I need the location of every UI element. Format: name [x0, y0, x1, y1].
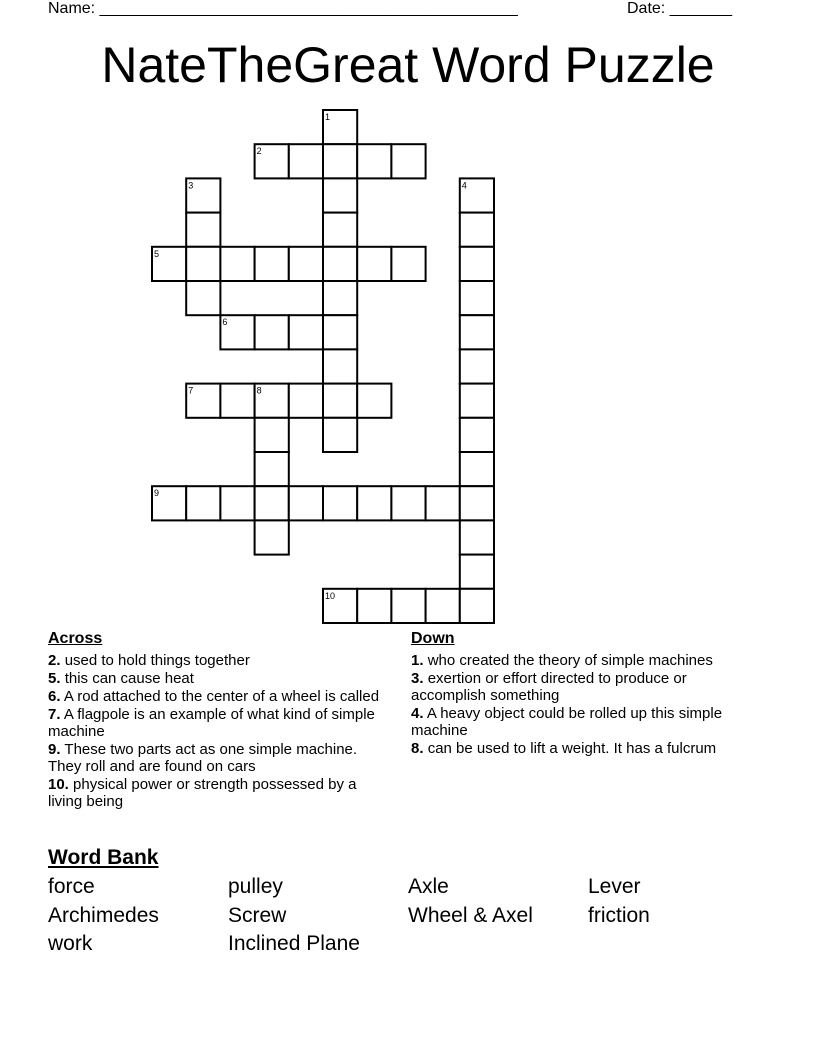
across-clue-list [48, 652, 393, 810]
word-bank-word: Wheel & Axel [408, 904, 533, 927]
word-bank-word: work [48, 932, 93, 955]
clue-text: who created the theory of simple machines [427, 652, 713, 669]
clue-text: can be used to lift a weight. It has a fulcrum [427, 740, 717, 757]
grid-cell[interactable] [255, 486, 289, 520]
grid-cell[interactable] [289, 144, 323, 178]
clue-number: 7. [48, 706, 61, 723]
word-bank-word: Lever [588, 875, 641, 898]
down-clue-item [411, 670, 756, 704]
grid-cell[interactable] [220, 486, 254, 520]
grid-cell[interactable] [357, 486, 391, 520]
grid-cell[interactable] [255, 418, 289, 452]
grid-cell[interactable] [391, 247, 425, 281]
grid-cell[interactable] [220, 247, 254, 281]
grid-cell[interactable] [357, 144, 391, 178]
grid-cell[interactable] [391, 486, 425, 520]
grid-cell[interactable] [323, 486, 357, 520]
grid-cell[interactable] [391, 144, 425, 178]
clue-number: 6. [48, 688, 61, 705]
grid-cell[interactable] [460, 418, 494, 452]
down-clue-list [411, 652, 756, 757]
clue-text: exertion or effort directed to produce or accomplish something [411, 670, 687, 704]
grid-cell[interactable] [186, 486, 220, 520]
grid-cell[interactable] [391, 589, 425, 623]
clue-number: 3. [411, 670, 424, 687]
clue-number: 1. [411, 652, 424, 669]
clue-number-label: 6 [222, 317, 228, 328]
grid-cell[interactable] [426, 486, 460, 520]
word-bank-word: Inclined Plane [228, 932, 360, 955]
clue-text: A heavy object could be rolled up this simple machine [411, 705, 723, 739]
grid-cell[interactable] [289, 486, 323, 520]
word-bank-word: force [48, 875, 95, 898]
clue-number-label: 9 [154, 488, 160, 499]
clue-text: physical power or strength possessed by a living being [48, 776, 357, 810]
grid-cell[interactable] [426, 589, 460, 623]
grid-cell[interactable] [323, 418, 357, 452]
down-clue-item [411, 652, 756, 669]
clue-text: A rod attached to the center of a wheel is called [63, 688, 380, 705]
grid-cell[interactable] [323, 281, 357, 315]
grid-cell[interactable] [323, 247, 357, 281]
grid-cell[interactable] [289, 384, 323, 418]
grid-cell[interactable] [460, 555, 494, 589]
grid-cell[interactable] [186, 281, 220, 315]
down-clues [411, 630, 756, 758]
across-clue-item [48, 688, 393, 705]
grid-cell[interactable] [323, 349, 357, 383]
grid-cell[interactable] [357, 589, 391, 623]
across-clue-item [48, 776, 393, 810]
grid-cell[interactable] [460, 589, 494, 623]
clue-number-label: 3 [188, 180, 194, 191]
grid-cell[interactable] [186, 213, 220, 247]
grid-cell[interactable] [460, 247, 494, 281]
grid-cell[interactable] [323, 213, 357, 247]
name-field-label: Name: _______________________________________________ [48, 0, 518, 17]
grid-cell[interactable] [460, 486, 494, 520]
word-bank-word: Axle [408, 875, 449, 898]
date-field-label: Date: _______ [627, 0, 732, 17]
clue-number-label: 7 [188, 385, 194, 396]
across-clue-item [48, 706, 393, 740]
clue-number: 4. [411, 705, 424, 722]
across-clue-item [48, 670, 393, 687]
clue-number-label: 8 [256, 385, 262, 396]
across-clue-item [48, 652, 393, 669]
down-heading: Down [411, 630, 455, 647]
across-clue-item [48, 741, 393, 775]
grid-cell[interactable] [186, 247, 220, 281]
word-bank-word: Archimedes [48, 904, 159, 927]
grid-cell[interactable] [460, 520, 494, 554]
clue-number: 10. [48, 776, 69, 793]
across-clues [48, 630, 393, 811]
grid-cell[interactable] [220, 384, 254, 418]
grid-cell[interactable] [357, 384, 391, 418]
grid-cell[interactable] [460, 452, 494, 486]
grid-cell[interactable] [255, 520, 289, 554]
clue-number-label: 5 [154, 248, 160, 259]
clue-text: used to hold things together [64, 652, 250, 669]
word-bank-word: friction [588, 904, 650, 927]
grid-cell[interactable] [460, 213, 494, 247]
grid-cell[interactable] [289, 247, 323, 281]
down-clue-item [411, 740, 756, 757]
grid-cell[interactable] [460, 349, 494, 383]
word-bank-word: pulley [228, 875, 283, 898]
word-bank-word: Screw [228, 904, 287, 927]
clue-number: 8. [411, 740, 424, 757]
clue-number-label: 2 [256, 146, 262, 157]
across-heading: Across [48, 630, 103, 647]
grid-cell[interactable] [460, 281, 494, 315]
grid-cell[interactable] [323, 384, 357, 418]
grid-cell[interactable] [323, 315, 357, 349]
clue-text: A flagpole is an example of what kind of simple machine [48, 706, 375, 740]
clue-number-label: 1 [325, 112, 331, 122]
clue-number-label: 4 [461, 180, 467, 191]
word-bank-title: Word Bank [48, 846, 159, 869]
grid-cell[interactable] [255, 315, 289, 349]
grid-cell[interactable] [460, 384, 494, 418]
down-clue-item [411, 705, 756, 739]
clue-number: 5. [48, 670, 61, 687]
puzzle-title: NateTheGreat Word Puzzle [101, 37, 715, 93]
grid-cell[interactable] [323, 178, 357, 212]
grid-cell[interactable] [357, 247, 391, 281]
grid-cell[interactable] [255, 452, 289, 486]
clue-number-label: 10 [325, 590, 336, 601]
clue-number: 2. [48, 652, 61, 669]
grid-cell[interactable] [460, 315, 494, 349]
grid-cell[interactable] [289, 315, 323, 349]
clue-text: this can cause heat [64, 670, 194, 687]
grid-cell[interactable] [255, 247, 289, 281]
grid-cell[interactable] [323, 144, 357, 178]
clue-text: These two parts act as one simple machine. They roll and are found on cars [48, 741, 358, 775]
clue-number: 9. [48, 741, 61, 758]
